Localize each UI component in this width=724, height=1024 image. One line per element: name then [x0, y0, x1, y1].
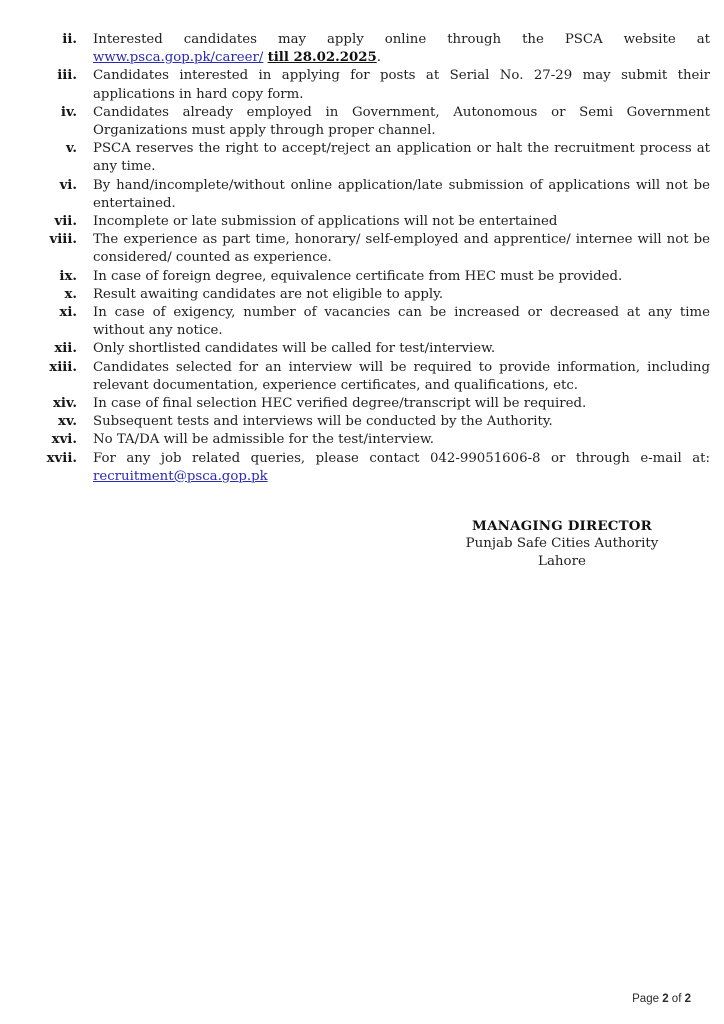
list-item	[40, 286, 710, 304]
list-item-numeral: xv.	[58, 414, 77, 430]
list-item-text	[93, 304, 710, 340]
email-link[interactable]: recruitment@psca.gop.pk	[93, 468, 268, 484]
list-item-numeral: ii.	[62, 32, 77, 47]
list-item	[40, 67, 710, 103]
text-run: of	[668, 993, 685, 1005]
list-item-numeral: iii.	[57, 68, 77, 84]
list-item-text	[93, 395, 710, 413]
text-run: Page	[632, 993, 663, 1005]
text-run: Candidates already employed in Government, Autonomous or Semi Government Organizations must apply through proper channel.	[93, 104, 710, 139]
page-number	[632, 993, 691, 1005]
list-item	[40, 359, 710, 395]
list-item-text	[93, 431, 710, 449]
list-item	[40, 340, 710, 358]
list-item	[40, 213, 710, 231]
career-link[interactable]: www.psca.gop.pk/career/	[93, 50, 264, 66]
list-item	[40, 31, 710, 67]
terms-list	[0, 0, 724, 486]
list-item-numeral: iv.	[60, 104, 77, 120]
list-item-numeral: xi.	[59, 305, 77, 321]
list-item-text	[93, 450, 710, 486]
signature-block	[440, 518, 684, 570]
list-item-numeral: ix.	[59, 268, 77, 284]
list-item-numeral: vi.	[59, 177, 77, 193]
list-item	[40, 177, 710, 213]
list-item-numeral: xvi.	[51, 432, 77, 448]
list-item-text	[93, 268, 710, 286]
text-run: In case of foreign degree, equivalence certificate from HEC must be provided.	[93, 268, 623, 284]
list-item-numeral: vii.	[54, 214, 77, 230]
list-item-numeral: xiii.	[49, 359, 77, 375]
list-item	[40, 104, 710, 140]
text-run: Only shortlisted candidates will be called for test/interview.	[93, 341, 496, 357]
list-item-numeral: v.	[65, 141, 77, 157]
text-run: In case of final selection HEC verified degree/transcript will be required.	[93, 396, 587, 412]
list-item-text	[93, 213, 710, 231]
list-item	[40, 413, 710, 431]
text-run: By hand/incomplete/without online application/late submission of applications will not be entertained.	[93, 177, 710, 211]
total-page-count: 2	[684, 993, 691, 1005]
list-item-text	[93, 104, 710, 140]
list-item	[40, 304, 710, 340]
text-run: No TA/DA will be admissible for the test/interview.	[93, 432, 435, 448]
signature-city: Lahore	[538, 553, 586, 569]
text-run: Candidates interested in applying for posts at Serial No. 27-29 may submit their applications in hard copy form.	[93, 68, 710, 102]
list-item	[40, 395, 710, 413]
list-item-numeral: x.	[64, 286, 77, 302]
text-run: Incomplete or late submission of applications will not be entertained	[93, 214, 558, 230]
list-item-text	[93, 413, 710, 431]
signature-title: MANAGING DIRECTOR	[472, 518, 652, 534]
list-item	[40, 450, 710, 486]
list-item-text	[93, 359, 710, 395]
list-item-text	[93, 340, 710, 358]
text-run: .	[376, 50, 382, 66]
deadline-date: till 28.02.2025	[267, 50, 377, 66]
signature-organization: Punjab Safe Cities Authority	[465, 536, 659, 552]
text-run: For any job related queries, please contact 042-99051606-8 or through e-mail at:	[93, 450, 710, 466]
list-item-numeral: viii.	[49, 232, 77, 248]
list-item-text	[93, 67, 710, 103]
text-run: PSCA reserves the right to accept/reject an application or halt the recruitment process at any time.	[93, 141, 710, 175]
list-item	[40, 268, 710, 286]
text-run: Result awaiting candidates are not eligible to apply.	[93, 286, 444, 302]
text-run: Interested candidates may apply online through the PSCA website at	[93, 32, 710, 47]
text-run: Candidates selected for an interview will be required to provide information, including relevant documentation, experience certificates, and qualifications, etc.	[93, 359, 710, 393]
list-item-text	[93, 286, 710, 304]
text-run: The experience as part time, honorary/ self-employed and apprentice/ internee will not be considered/ counted as experience.	[93, 232, 710, 266]
list-item-text	[93, 31, 710, 67]
text-run: Subsequent tests and interviews will be conducted by the Authority.	[93, 414, 553, 430]
list-item-text	[93, 231, 710, 267]
list-item-numeral: xvii.	[46, 450, 77, 466]
list-item	[40, 140, 710, 176]
list-item-numeral: xii.	[54, 341, 77, 357]
list-item-numeral: xiv.	[53, 396, 77, 412]
text-run: In case of exigency, number of vacancies can be increased or decreased at any time without any notice.	[93, 305, 710, 339]
list-item	[40, 431, 710, 449]
current-page-number: 2	[662, 993, 669, 1005]
list-item-text	[93, 140, 710, 176]
list-item	[40, 231, 710, 267]
list-item-text	[93, 177, 710, 213]
